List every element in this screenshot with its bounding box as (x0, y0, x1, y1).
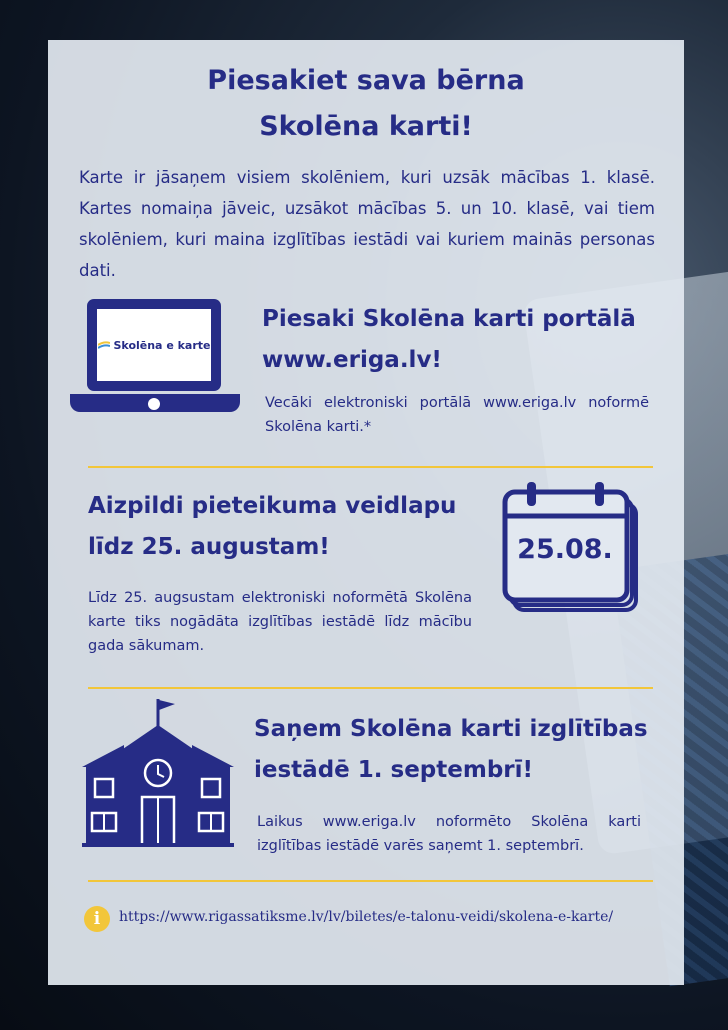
divider-1 (88, 466, 653, 468)
section3-text: Laikus www.eriga.lv noformēto Skolēna karti izglītības iestādē varēs saņemt 1. septembrī. (257, 814, 641, 854)
section2-heading-line-2: līdz 25. augustam! (88, 534, 330, 560)
title-line-2: Skolēna karti! (259, 111, 473, 142)
section3-heading-line-1: Saņem Skolēna karti izglītības (254, 716, 648, 742)
laptop-screen (87, 299, 221, 391)
section1-heading-line-2: www.eriga.lv! (262, 347, 442, 373)
calendar-date: 25.08. (517, 534, 613, 565)
intro-paragraph: Karte ir jāsaņem visiem skolēniem, kuri uzsāk mācības 1. klasē. Kartes nomaiņa jāveic, uzsākot mācības 5. un 10. klasē, vai tiem skolēniem, kuri maina izglītības iestādi vai kuriem mainās personas dati. (79, 168, 655, 280)
section2-heading-line-1: Aizpildi pieteikuma veidlapu (88, 493, 457, 519)
section2-text: Līdz 25. augsustam elektroniski noformētā Skolēna karte tiks nogādāta izglītības iestādē līdz mācību gada sākumam. (88, 590, 472, 654)
laptop-trackpad (148, 398, 160, 410)
logo-text: Skolēna e karte (113, 338, 211, 352)
logo-mark-icon (98, 341, 110, 349)
divider-2 (88, 687, 653, 689)
page-title (48, 58, 684, 150)
school-graphic (82, 697, 242, 847)
divider-3 (88, 880, 653, 882)
laptop-screen-content (97, 309, 211, 381)
laptop-icon (70, 299, 240, 421)
section3-heading (254, 709, 674, 791)
footer-link[interactable]: https://www.rigassatiksme.lv/lv/biletes/e-talonu-veidi/skolena-e-karte/ (119, 909, 614, 925)
info-icon: i (84, 906, 110, 932)
section1-text: Vecāki elektroniski portālā www.eriga.lv noformē Skolēna karti.* (265, 395, 649, 435)
skolena-e-karte-logo (98, 339, 211, 352)
section1-heading-line-1: Piesaki Skolēna karti portālā (262, 306, 636, 332)
section2-heading (88, 486, 498, 568)
school-building-icon (82, 697, 242, 847)
section1-heading (262, 299, 672, 381)
title-line-1: Piesakiet sava bērna (207, 65, 525, 96)
calendar-icon (500, 480, 650, 620)
section3-heading-line-2: iestādē 1. septembrī! (254, 757, 533, 783)
info-panel (48, 40, 684, 985)
